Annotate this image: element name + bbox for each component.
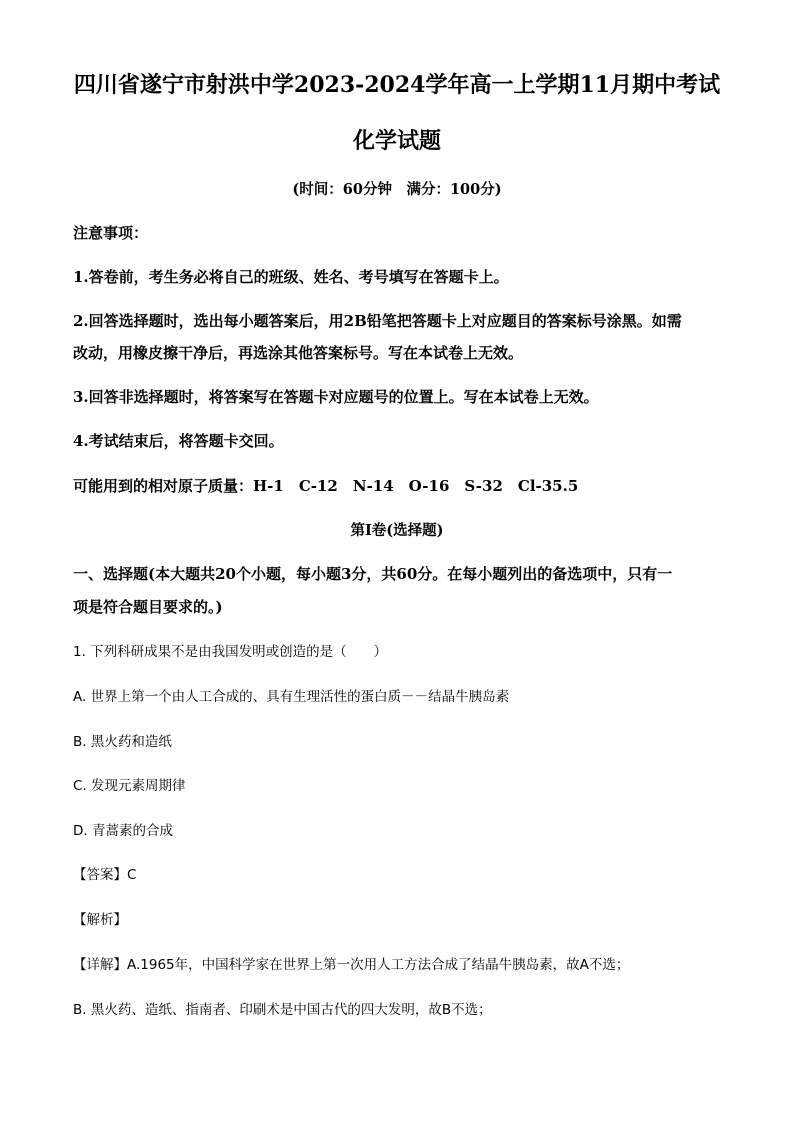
subject-title: 化学试题 [352,128,441,154]
question-1-stem: 1. 下列科研成果不是由我国发明或创造的是（ ） [73,644,388,660]
detail-line-b: B. 黑火药、造纸、指南者、印刷术是中国古代的四大发明，故B不选； [73,1002,492,1018]
detail-line-a [73,953,629,973]
analysis-tag: 【解析】 [73,912,127,928]
exam-info: (时间：60分钟 满分：100分) [292,181,502,198]
answer-tag: 【答案】 [73,867,127,883]
part-instructions-line-2: 项是符合题目要求的。) [73,598,223,616]
part-instructions-line-1: 一、选择题(本大题共20个小题，每小题3分，共60分。在每小题列出的备选项中，只有一 [73,565,673,583]
answer-line [73,863,136,883]
answer-value: C [127,867,137,883]
option-c: C. 发现元素周期律 [73,778,186,794]
exam-title: 四川省遂宁市射洪中学2023-2024学年高一上学期11月期中考试 [73,72,721,98]
option-a: A. 世界上第一个由人工合成的、具有生理活性的蛋白质－－结晶牛胰岛素 [73,689,510,705]
note-item-3: 3.回答非选择题时，将答案写在答题卡对应题号的位置上。写在本试卷上无效。 [73,388,599,406]
option-b: B. 黑火药和造纸 [73,734,172,750]
detail-a-text: A.1965年，中国科学家在世界上第一次用人工方法合成了结晶牛胰岛素，故A不选； [127,957,630,973]
note-item-1: 1.答卷前，考生务必将自己的班级、姓名、考号填写在答题卡上。 [73,268,509,286]
notes-heading: 注意事项： [73,224,149,242]
option-d: D. 青蒿素的合成 [73,823,173,839]
atomic-masses: 可能用到的相对原子质量：H-1 C-12 N-14 O-16 S-32 Cl-35.5 [73,477,579,495]
volume-title: 第Ⅰ卷(选择题) [350,522,444,539]
note-item-2-continued: 改动，用橡皮擦干净后，再选涂其他答案标号。写在本试卷上无效。 [73,344,524,362]
note-item-2: 2.回答选择题时，选出每小题答案后，用2B铅笔把答题卡上对应题目的答案标号涂黑。如需 [73,312,682,330]
detail-tag: 【详解】 [73,957,127,973]
note-item-4: 4.考试结束后，将答题卡交回。 [73,432,284,450]
